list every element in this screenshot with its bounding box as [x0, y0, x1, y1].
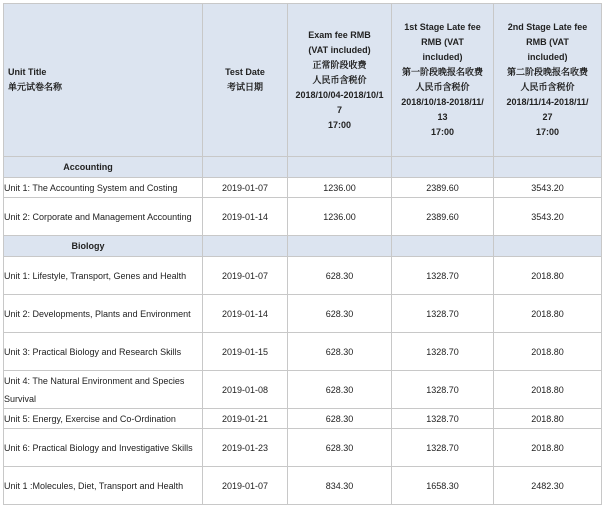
- stage2-header-line: 2018/11/14-2018/11/: [506, 97, 589, 107]
- table-row: [4, 409, 602, 429]
- section-filler: [203, 236, 288, 257]
- stage1-header-line: included): [422, 52, 463, 62]
- test-date-cell: 2019-01-07: [203, 467, 288, 505]
- exam-fee-header: [288, 4, 392, 157]
- stage2-fee-cell: 2018.80: [494, 295, 602, 333]
- section-title: Accounting: [4, 157, 203, 178]
- table-row: [4, 257, 602, 295]
- table-row: [4, 333, 602, 371]
- exam-fee-cell: 628.30: [288, 429, 392, 467]
- table-row: [4, 198, 602, 236]
- stage2-fee-cell: 2482.30: [494, 467, 602, 505]
- table-row: [4, 467, 602, 505]
- exam-fee-cell: 834.30: [288, 467, 392, 505]
- stage2-header-line: 27: [542, 112, 553, 122]
- exam-fee-header-line: 2018/10/04-2018/10/1: [295, 89, 384, 100]
- section-filler: [288, 236, 392, 257]
- stage1-header-line: 1st Stage Late fee: [404, 22, 481, 32]
- table-row: [4, 178, 602, 198]
- stage2-header-line: 第二阶段晚报名收费: [506, 67, 588, 77]
- unit-title-cell: Unit 2: Corporate and Management Accounting: [4, 198, 203, 236]
- exam-fee-header-line: 17:00: [327, 119, 352, 130]
- unit-title-cell: Unit 2: Developments, Plants and Environment: [4, 295, 203, 333]
- exam-fee-cell: 628.30: [288, 371, 392, 409]
- stage2-header-line: RMB (VAT: [526, 37, 569, 47]
- section-filler: [494, 157, 602, 178]
- stage2-header-line: included): [527, 52, 568, 62]
- stage1-fee-cell: 1658.30: [392, 467, 494, 505]
- stage1-fee-cell: 1328.70: [392, 409, 494, 429]
- stage2-fee-cell: 2018.80: [494, 371, 602, 409]
- exam-fee-table: [3, 3, 602, 505]
- stage1-header-line: 2018/10/18-2018/11/: [401, 97, 484, 107]
- stage2-late-fee-header: [494, 4, 602, 157]
- test-date-cell: 2019-01-07: [203, 178, 288, 198]
- test-date-cell: 2019-01-14: [203, 198, 288, 236]
- stage2-fee-cell: 2018.80: [494, 409, 602, 429]
- table-row: [4, 371, 602, 409]
- stage2-fee-cell: 3543.20: [494, 178, 602, 198]
- test-date-cell: 2019-01-21: [203, 409, 288, 429]
- exam-fee-cell: 628.30: [288, 409, 392, 429]
- exam-fee-cell: 628.30: [288, 295, 392, 333]
- stage1-header-line: 17:00: [430, 127, 455, 137]
- exam-fee-cell: 1236.00: [288, 198, 392, 236]
- stage2-header-line: 2nd Stage Late fee: [507, 22, 588, 32]
- exam-fee-cell: 628.30: [288, 257, 392, 295]
- unit-title-cell: Unit 5: Energy, Exercise and Co-Ordination: [4, 409, 203, 429]
- header-row: [4, 4, 602, 157]
- stage1-fee-cell: 1328.70: [392, 333, 494, 371]
- test-date-cell: 2019-01-14: [203, 295, 288, 333]
- stage1-header-line: 13: [437, 112, 448, 122]
- stage1-fee-cell: 1328.70: [392, 257, 494, 295]
- test-date-cell: 2019-01-08: [203, 371, 288, 409]
- section-row-accounting: [4, 157, 602, 178]
- stage2-fee-cell: 2018.80: [494, 429, 602, 467]
- exam-fee-header-line: Exam fee RMB: [308, 29, 371, 40]
- stage1-fee-cell: 1328.70: [392, 295, 494, 333]
- stage2-header-line: 人民币含税价: [520, 82, 575, 92]
- exam-fee-header-line: 7: [336, 104, 342, 115]
- exam-fee-header-line: 人民币含税价: [312, 74, 367, 85]
- unit-title-cell: Unit 1: Lifestyle, Transport, Genes and Health: [4, 257, 203, 295]
- section-filler: [494, 236, 602, 257]
- test-date-header-en: Test Date: [225, 67, 265, 77]
- table-row: [4, 295, 602, 333]
- test-date-cell: 2019-01-23: [203, 429, 288, 467]
- test-date-cell: 2019-01-15: [203, 333, 288, 371]
- section-filler: [288, 157, 392, 178]
- unit-title-cell: Unit 3: Practical Biology and Research Skills: [4, 333, 203, 371]
- section-title: Biology: [4, 236, 203, 257]
- stage1-header-line: RMB (VAT: [421, 37, 464, 47]
- section-row-biology: [4, 236, 602, 257]
- stage1-late-fee-header: [392, 4, 494, 157]
- test-date-cell: 2019-01-07: [203, 257, 288, 295]
- unit-title-header: [4, 4, 203, 157]
- exam-fee-header-line: (VAT included): [308, 44, 371, 55]
- stage1-fee-cell: 2389.60: [392, 198, 494, 236]
- test-date-header-zh: 考试日期: [226, 82, 263, 92]
- unit-title-cell: Unit 6: Practical Biology and Investigative Skills: [4, 429, 203, 467]
- exam-fee-cell: 628.30: [288, 333, 392, 371]
- section-filler: [203, 157, 288, 178]
- stage2-fee-cell: 2018.80: [494, 333, 602, 371]
- unit-title-cell: Unit 1: The Accounting System and Costing: [4, 178, 203, 198]
- stage1-header-line: 人民币含税价: [415, 82, 470, 92]
- exam-fee-cell: 1236.00: [288, 178, 392, 198]
- stage2-fee-cell: 3543.20: [494, 198, 602, 236]
- stage1-fee-cell: 2389.60: [392, 178, 494, 198]
- stage2-header-line: 17:00: [535, 127, 560, 137]
- table-row: [4, 429, 602, 467]
- unit-title-header-zh: 单元试卷名称: [8, 82, 63, 92]
- unit-title-header-en: Unit Title: [8, 67, 47, 77]
- unit-title-cell: Unit 4: The Natural Environment and Species Survival: [4, 371, 203, 409]
- section-filler: [392, 157, 494, 178]
- stage2-fee-cell: 2018.80: [494, 257, 602, 295]
- stage1-fee-cell: 1328.70: [392, 429, 494, 467]
- unit-title-cell: Unit 1 :Molecules, Diet, Transport and Health: [4, 467, 203, 505]
- test-date-header: [203, 4, 288, 157]
- exam-fee-header-line: 正常阶段收费: [312, 59, 367, 70]
- section-filler: [392, 236, 494, 257]
- stage1-header-line: 第一阶段晚报名收费: [401, 67, 483, 77]
- stage1-fee-cell: 1328.70: [392, 371, 494, 409]
